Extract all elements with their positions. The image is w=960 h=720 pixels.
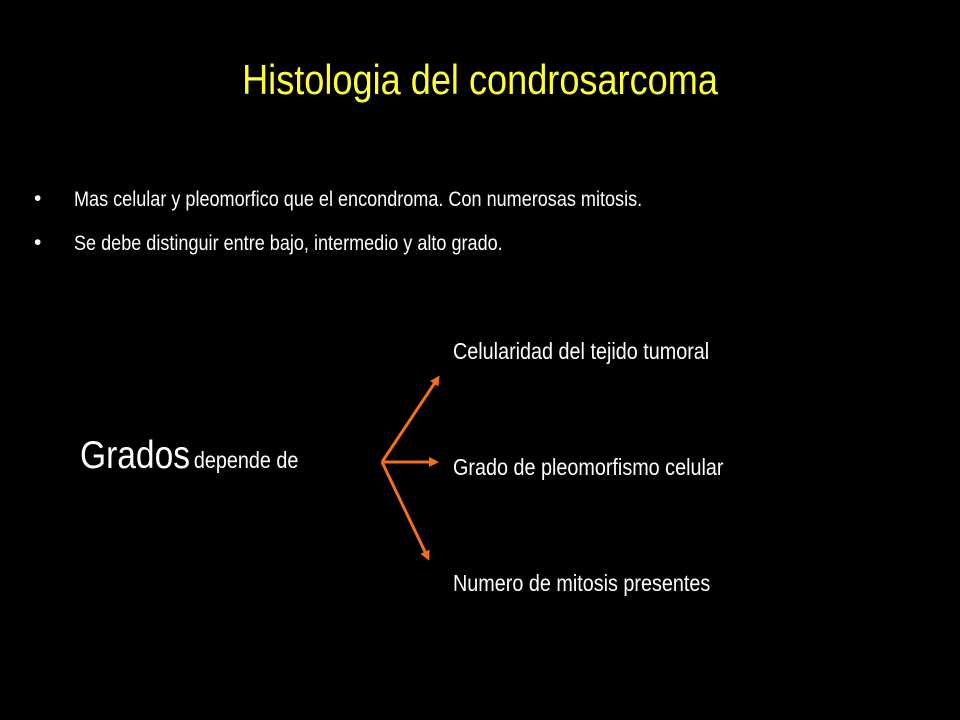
bullet-text: Se debe distinguir entre bajo, intermedio y alto grado. bbox=[74, 232, 503, 255]
item-pleomorfismo: Grado de pleomorfismo celular bbox=[453, 454, 724, 480]
bullet-text: Mas celular y pleomorfico que el encondroma. Con numerosas mitosis. bbox=[74, 188, 643, 211]
bullet-icon: • bbox=[34, 231, 42, 254]
grados-word: Grados bbox=[80, 434, 190, 477]
arrow-to-mitosis bbox=[382, 462, 428, 558]
arrow-to-celularidad bbox=[382, 378, 438, 462]
slide-title: Histologia del condrosarcoma bbox=[242, 56, 718, 103]
depende-de-text: depende de bbox=[193, 447, 299, 473]
item-mitosis: Numero de mitosis presentes bbox=[453, 570, 711, 596]
item-celularidad: Celularidad del tejido tumoral bbox=[453, 338, 710, 364]
bullet-icon: • bbox=[34, 187, 42, 210]
